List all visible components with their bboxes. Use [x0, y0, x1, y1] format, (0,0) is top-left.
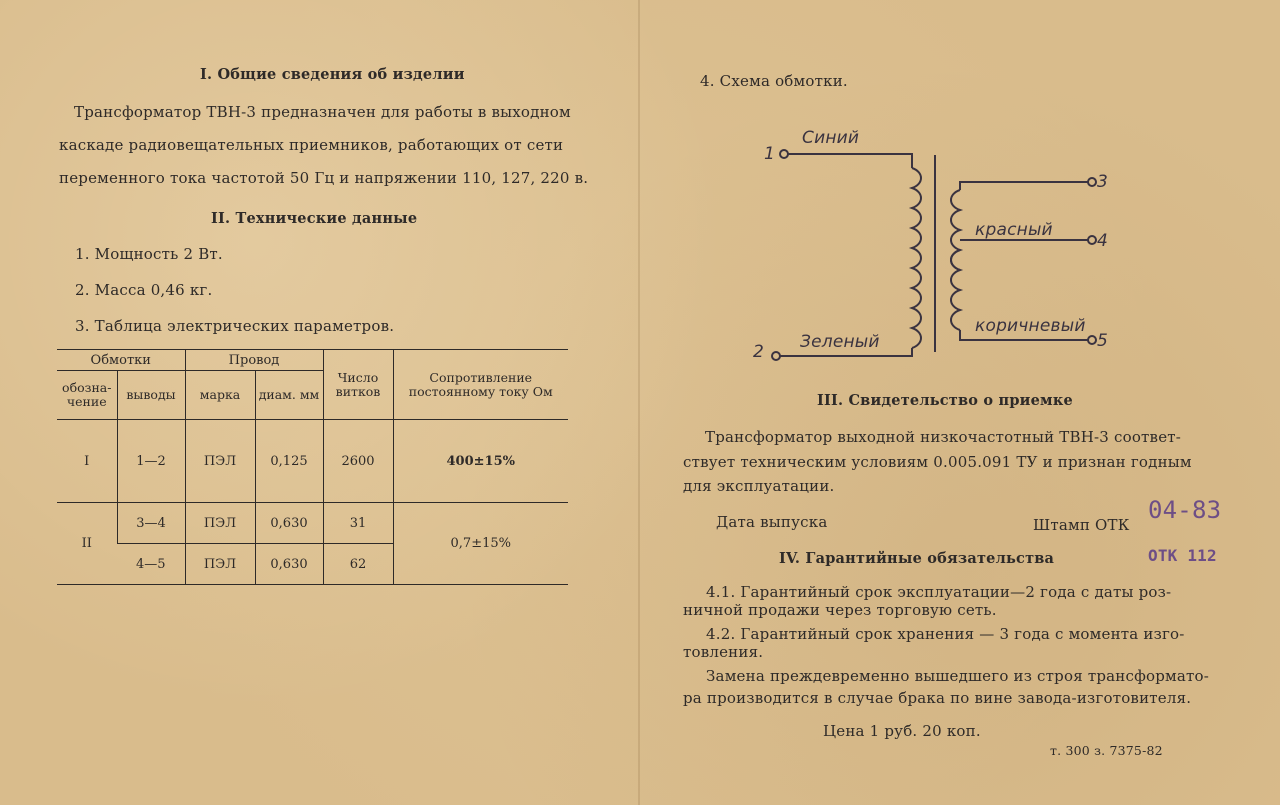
cell-diameter: 0,125	[255, 420, 323, 503]
primary-top-lead	[788, 154, 912, 168]
cell-diameter: 0,630	[255, 544, 323, 585]
secondary-top-lead	[960, 182, 1088, 190]
header-diameter: диам. мм	[255, 371, 323, 420]
pin-4-label: 4	[1097, 231, 1109, 251]
cell-leads: 4—5	[135, 556, 166, 572]
cell-leads: 1—2	[117, 420, 185, 503]
stamp-date: 04-83	[1148, 496, 1222, 524]
secondary-coil-lower	[951, 250, 960, 330]
header-resistance: Сопротивление постоянному току Ом	[393, 350, 568, 420]
warranty-1-line2: ничной продажи через торговую сеть.	[683, 601, 997, 619]
item-table-title: 3. Таблица электрических параметров.	[75, 317, 395, 335]
cell-turns: 2600	[323, 420, 393, 503]
warranty-3-line2: ра производится в случае брака по вине завода-изготовителя.	[683, 689, 1192, 707]
stamp-label: Штамп ОТК	[1033, 516, 1130, 534]
header-wire: Провод	[185, 350, 323, 371]
cell-resistance: 0,7±15%	[393, 503, 568, 585]
section1-line2: каскаде радиовещательных приемников, работающих от сети	[59, 136, 564, 154]
terminal-5	[1088, 336, 1096, 344]
pin-2-label: 2	[753, 342, 765, 362]
cell-turns: 31	[323, 503, 393, 544]
table-header-row	[57, 350, 568, 371]
header-designation: обозна-чение	[57, 371, 117, 420]
table-row	[57, 420, 568, 503]
print-info: т. 300 з. 7375-82	[1050, 743, 1163, 758]
section3-line3: для эксплуатации.	[683, 477, 835, 495]
cell-brand: ПЭЛ	[185, 503, 255, 544]
terminal-1	[780, 150, 788, 158]
cell-leads: 3—4	[117, 503, 185, 544]
item-power: 1. Мощность 2 Вт.	[75, 245, 223, 263]
terminal-4	[1088, 236, 1096, 244]
label-red: красный	[975, 220, 1053, 240]
section2-title: II. Технические данные	[211, 210, 418, 227]
header-brand: марка	[185, 371, 255, 420]
label-brown: коричневый	[975, 316, 1086, 336]
cell-brand: ПЭЛ	[185, 420, 255, 503]
pin-3-label: 3	[1097, 172, 1109, 192]
page-fold	[638, 0, 640, 805]
header-leads: выводы	[117, 371, 185, 420]
release-date-label: Дата выпуска	[716, 513, 828, 531]
warranty-3-line1: Замена преждевременно вышедшего из строя трансформато-	[706, 667, 1210, 685]
stamp-otk: ОТК 112	[1148, 546, 1217, 565]
terminal-2	[772, 352, 780, 360]
section1-title: I. Общие сведения об изделии	[200, 66, 465, 83]
section4-title: 4. Схема обмотки.	[700, 72, 848, 90]
pin-5-label: 5	[1097, 331, 1109, 351]
price: Цена 1 руб. 20 коп.	[823, 722, 981, 740]
warranty-1-line1: 4.1. Гарантийный срок эксплуатации—2 года с даты роз-	[706, 583, 1172, 601]
section3-title: III. Свидетельство о приемке	[817, 392, 1073, 409]
section3-line2: ствует техническим условиям 0.005.091 ТУ и признан годным	[683, 453, 1192, 471]
cell-resistance: 400±15%	[393, 420, 568, 503]
terminal-3	[1088, 178, 1096, 186]
table-row	[57, 503, 568, 544]
cell-brand: ПЭЛ	[185, 544, 255, 585]
section1-line1: Трансформатор ТВН-3 предназначен для работы в выходном	[74, 103, 571, 121]
cell-diameter: 0,630	[255, 503, 323, 544]
cell-turns: 62	[323, 544, 393, 585]
cell-designation: I	[57, 420, 117, 503]
header-windings: Обмотки	[57, 350, 185, 371]
section1-line3: переменного тока частотой 50 Гц и напряжении 110, 127, 220 в.	[59, 169, 589, 187]
label-green: Зеленый	[800, 332, 880, 352]
electrical-parameters-table	[57, 349, 568, 585]
pin-1-label: 1	[764, 144, 776, 164]
primary-coil	[912, 168, 921, 348]
cell-designation: II	[81, 536, 92, 551]
warranty-2-line2: товления.	[683, 643, 764, 661]
warranty-2-line1: 4.2. Гарантийный срок хранения — 3 года с момента изго-	[706, 625, 1185, 643]
header-turns: Число витков	[323, 350, 393, 420]
label-blue: Синий	[802, 128, 860, 148]
section3-line1: Трансформатор выходной низкочастотный ТВН-3 соответ-	[705, 428, 1182, 446]
secondary-coil-upper	[951, 190, 960, 270]
section-warranty-title: IV. Гарантийные обязательства	[779, 550, 1055, 567]
item-mass: 2. Масса 0,46 кг.	[75, 281, 213, 299]
